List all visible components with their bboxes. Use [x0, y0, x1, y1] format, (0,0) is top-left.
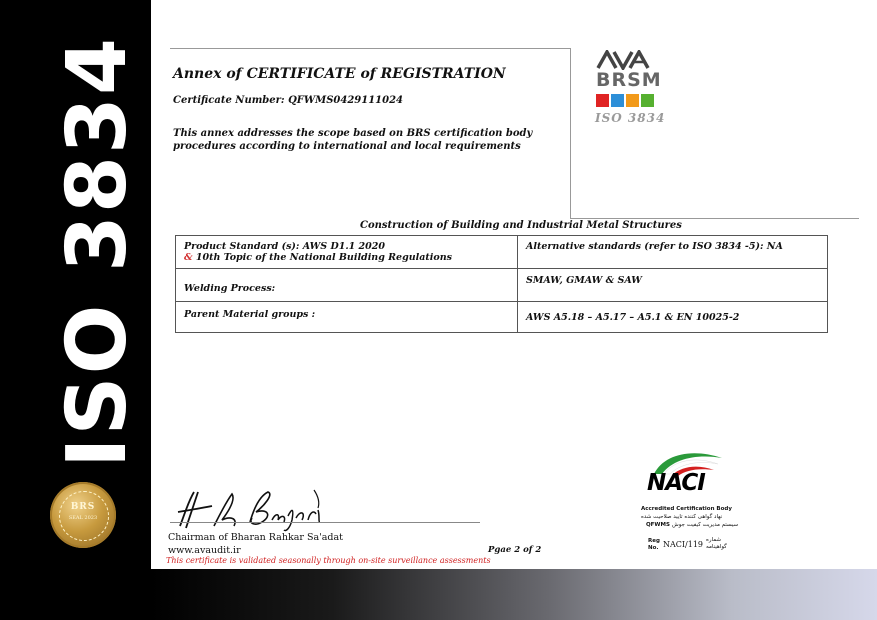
ava-logo-icon	[596, 50, 666, 70]
product-standard-line-2: 10th Topic of the National Building Regulations	[192, 252, 453, 263]
reg-label-fa: شماره	[706, 537, 722, 543]
bottom-gradient-bar	[151, 569, 877, 620]
page-number: Pgae 2 of 2	[488, 545, 542, 555]
document-title: Annex of CERTIFICATE of REGISTRATION	[173, 66, 506, 82]
naci-logo-text: NACI	[647, 470, 705, 496]
reg-label: Reg	[648, 538, 660, 544]
scope-table	[175, 235, 828, 333]
logo-square	[626, 94, 639, 107]
seal-text: BRS	[70, 502, 96, 512]
vertical-iso-title: ISO 3834	[50, 35, 145, 468]
gold-seal-icon	[50, 482, 116, 548]
logo-color-squares	[596, 94, 654, 107]
frame-divider	[570, 48, 571, 218]
scope-title: Construction of Building and Industrial Metal Structures	[360, 220, 682, 231]
alternative-standards-cell: Alternative standards (refer to ISO 3834 -5): NA	[518, 236, 828, 269]
product-standard-cell	[176, 236, 518, 269]
reg-label-fa-2: گواهینامه	[706, 544, 727, 550]
chairman-text: Chairman of Bharan Rahkar Sa'adat	[168, 532, 343, 543]
annex-line-2: procedures according to international and local requirements	[173, 141, 521, 152]
parent-material-label: Parent Material groups :	[176, 302, 518, 333]
registration-number: NACI/119	[663, 540, 704, 549]
brsm-logo	[591, 50, 671, 130]
frame-divider	[570, 218, 859, 219]
logo-square	[596, 94, 609, 107]
validity-note: This certificate is validated seasonally through on-site surveillance assessments	[166, 556, 491, 565]
seal-subtext: SEAL 2023	[68, 515, 98, 521]
parent-material-value: AWS A5.18 – A5.17 – A5.1 & EN 10025-2	[518, 302, 828, 333]
signature-icon	[168, 486, 338, 534]
logo-square	[611, 94, 624, 107]
logo-standard-text: ISO 3834	[595, 111, 666, 125]
annex-description	[173, 127, 553, 153]
signature-line	[170, 522, 480, 523]
ampersand: &	[184, 252, 193, 263]
welding-process-value: SMAW, GMAW & SAW	[518, 269, 828, 302]
certificate-number: Certificate Number: QFWMS0429111024	[173, 95, 404, 106]
annex-line-1: This annex addresses the scope based on BRS certification body	[173, 128, 533, 139]
logo-square	[641, 94, 654, 107]
accreditation-text-fa: نهاد گواهی کننده تایید صلاحیت شده	[641, 514, 723, 520]
left-sidebar	[0, 0, 151, 620]
product-standard-line-1: Product Standard (s): AWS D1.1 2020	[184, 241, 385, 252]
frame-divider	[170, 48, 570, 49]
table-row	[176, 269, 828, 302]
website-link[interactable]: www.avaudit.ir	[168, 545, 241, 556]
logo-brand-text: BRSM	[596, 69, 662, 91]
accreditation-text: Accredited Certification Body	[641, 506, 732, 512]
scheme-text: QFWMS	[646, 522, 670, 528]
welding-process-label: Welding Process:	[176, 269, 518, 302]
scheme-text-fa: سیستم مدیریت کیفیت جوش	[672, 522, 739, 528]
reg-label-no: No.	[648, 545, 659, 551]
naci-logo	[640, 448, 740, 508]
table-row	[176, 236, 828, 269]
table-row	[176, 302, 828, 333]
